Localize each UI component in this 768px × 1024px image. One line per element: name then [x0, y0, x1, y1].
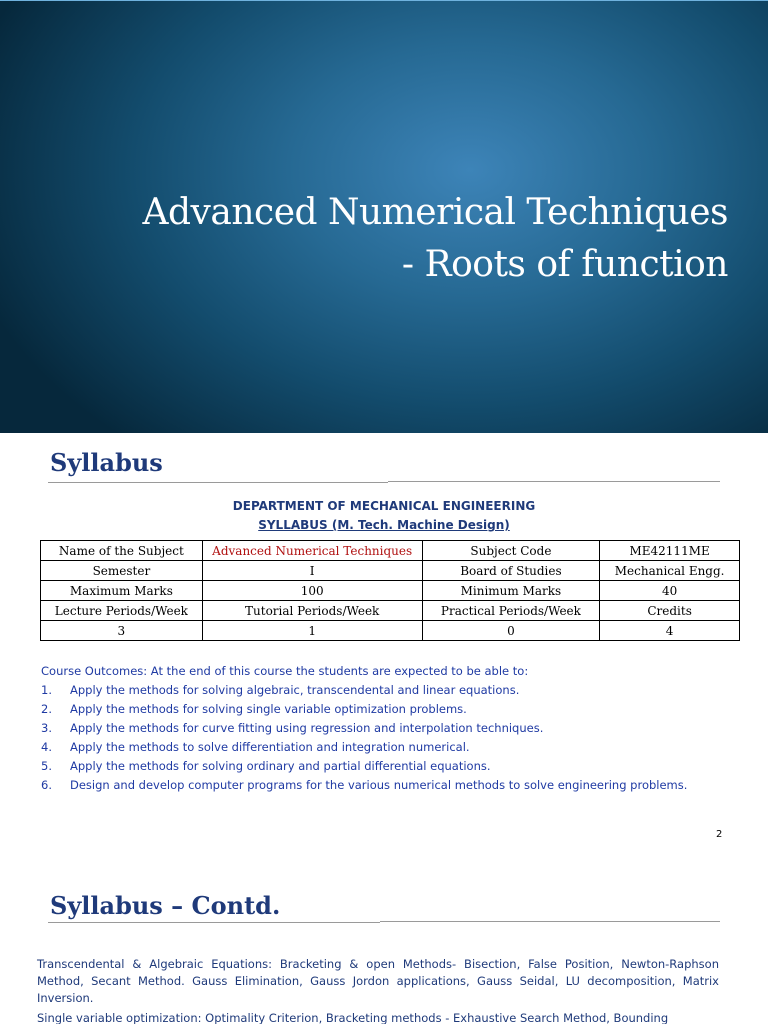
- table-row: [41, 581, 740, 601]
- table-cell: Board of Studies: [422, 561, 600, 581]
- outcome-number: 3.: [41, 721, 52, 735]
- syllabus-subtitle: SYLLABUS (M. Tech. Machine Design): [258, 518, 510, 532]
- table-cell: Advanced Numerical Techniques: [202, 541, 422, 561]
- title-line-2: - Roots of function: [401, 244, 728, 285]
- outcome-text: Design and develop computer programs for the various numerical methods to solve engineering problems.: [70, 778, 688, 792]
- outcome-number: 6.: [41, 778, 52, 792]
- heading-rule-left: [48, 482, 388, 483]
- heading-rule-right: [380, 921, 720, 922]
- outcomes-list: [41, 681, 741, 795]
- subject-info-table: [40, 540, 740, 641]
- outcome-number: 5.: [41, 759, 52, 773]
- table-cell: 0: [422, 621, 600, 641]
- page-number: 2: [716, 829, 723, 840]
- course-outcomes: [41, 662, 741, 795]
- table-cell: Semester: [41, 561, 203, 581]
- table-cell: 1: [202, 621, 422, 641]
- table-cell: Subject Code: [422, 541, 600, 561]
- outcome-number: 2.: [41, 702, 52, 716]
- list-item: [41, 757, 741, 776]
- outcome-text: Apply the methods for solving ordinary and partial differential equations.: [70, 759, 491, 773]
- outcome-number: 4.: [41, 740, 52, 754]
- outcome-text: Apply the methods to solve differentiation and integration numerical.: [70, 740, 470, 754]
- outcome-text: Apply the methods for curve fitting using regression and interpolation techniques.: [70, 721, 544, 735]
- table-cell: ME42111ME: [600, 541, 740, 561]
- list-item: [41, 681, 741, 700]
- table-cell: Mechanical Engg.: [600, 561, 740, 581]
- syllabus-paragraph: Transcendental & Algebraic Equations: Bracketing & open Methods- Bisection, False Position, Newton-Raphson Method, Secant Method. Gauss Elimination, Gauss Jordon applications, Gauss Seidal, LU decomposition, Matrix Inversion.: [37, 957, 719, 1005]
- table-row: [41, 561, 740, 581]
- table-row: [41, 601, 740, 621]
- heading-rule-right: [388, 481, 720, 482]
- table-cell: Practical Periods/Week: [422, 601, 600, 621]
- list-item: [41, 700, 741, 719]
- list-item: [41, 776, 741, 795]
- table-cell: Minimum Marks: [422, 581, 600, 601]
- slide-heading: Syllabus – Contd.: [50, 891, 281, 920]
- syllabus-paragraph: Single variable optimization: Optimality Criterion, Bracketing methods - Exhaustive Search Method, Bounding: [37, 1011, 669, 1024]
- table-cell: Lecture Periods/Week: [41, 601, 203, 621]
- table-row: [41, 541, 740, 561]
- table-cell: I: [202, 561, 422, 581]
- table-cell: 40: [600, 581, 740, 601]
- table-cell: Maximum Marks: [41, 581, 203, 601]
- slide-top-line: [0, 0, 768, 1]
- table-cell: 3: [41, 621, 203, 641]
- slide-title: [48, 187, 728, 291]
- list-item: [41, 738, 741, 757]
- title-slide: [0, 0, 768, 433]
- outcome-number: 1.: [41, 683, 52, 697]
- syllabus-slide: [0, 433, 768, 853]
- table-cell: Credits: [600, 601, 740, 621]
- list-item: [41, 719, 741, 738]
- syllabus-contd-slide: [0, 853, 768, 1024]
- title-line-1: Advanced Numerical Techniques: [142, 192, 728, 233]
- table-cell: 100: [202, 581, 422, 601]
- heading-rule-left: [48, 922, 380, 923]
- slide-heading: Syllabus: [50, 448, 163, 477]
- table-cell: 4: [600, 621, 740, 641]
- table-row: [41, 621, 740, 641]
- table-cell: Tutorial Periods/Week: [202, 601, 422, 621]
- department-title: DEPARTMENT OF MECHANICAL ENGINEERING: [232, 499, 536, 513]
- table-cell: Name of the Subject: [41, 541, 203, 561]
- outcome-text: Apply the methods for solving algebraic, transcendental and linear equations.: [70, 683, 520, 697]
- outcome-text: Apply the methods for solving single variable optimization problems.: [70, 702, 467, 716]
- outcomes-intro: Course Outcomes: At the end of this course the students are expected to be able to:: [41, 664, 529, 678]
